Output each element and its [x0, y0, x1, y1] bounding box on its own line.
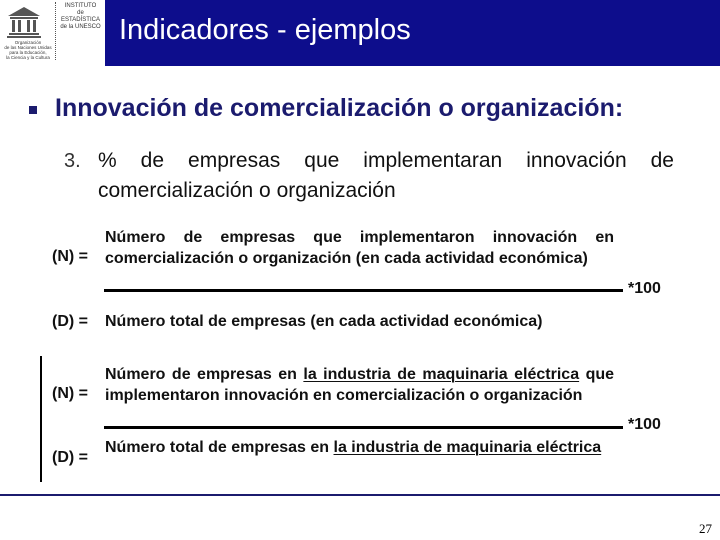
formula2-n-label: (N) = [52, 385, 88, 402]
title-bar [105, 0, 720, 66]
formula2-numerator-after: que implementaron innovación en comercialización o organización [105, 366, 615, 404]
footer-line [0, 494, 720, 496]
formula1-numerator: Número de empresas que implementaron innovación en comercialización o organización (en cada actividad económica) [105, 229, 614, 267]
formula1-n-label: (N) = [52, 248, 88, 265]
formula1-fraction-line [104, 289, 623, 292]
formula1-denominator: Número total de empresas (en cada actividad económica) [105, 313, 543, 330]
item-number: 3. [64, 150, 81, 172]
logo-institute-text: INSTITUTO de ESTADÍSTICA de la UNESCO [60, 3, 101, 30]
formula2-numerator-before: Número de empresas en [105, 366, 304, 383]
formula2-numerator [105, 364, 614, 406]
formula1-multiplier: *100 [628, 280, 661, 297]
square-bullet-icon [29, 106, 37, 114]
slide-title: Indicadores - ejemplos [119, 14, 411, 46]
formula2-bracket [40, 356, 42, 482]
formula2-fraction-line [104, 426, 623, 429]
formula2-d-label: (D) = [52, 449, 88, 466]
formula2-denominator-before: Número total de empresas en [105, 439, 334, 456]
item-text: % de empresas que implementaran innovación de comercialización o organización [98, 149, 674, 202]
unesco-uis-logo [0, 0, 105, 66]
formula1-d-label: (D) = [52, 313, 88, 330]
formula2-multiplier: *100 [628, 416, 661, 433]
page-number: 27 [699, 521, 712, 536]
logo-divider [55, 2, 57, 60]
section-heading: Innovación de comercialización o organización: [55, 94, 624, 122]
logo-unesco-text: Organización de las Naciones Unidas para la Educación, la Ciencia y la Cultura [4, 40, 52, 60]
formula2-denominator-underlined: la industria de maquinaria eléctrica [333, 439, 602, 456]
unesco-temple-icon [6, 4, 42, 38]
formula2-numerator-underlined: la industria de maquinaria eléctrica [303, 366, 580, 383]
formula2-denominator [105, 437, 614, 458]
